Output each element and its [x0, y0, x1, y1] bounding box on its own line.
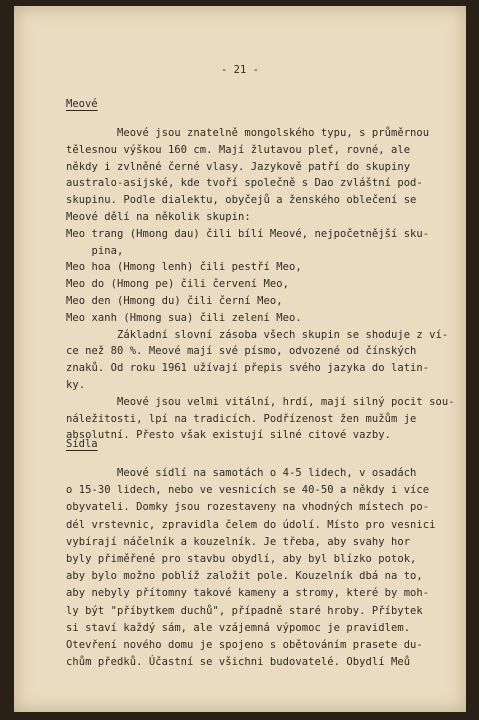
text-line: Meo trang (Hmong dau) čili bílí Meové, nejpočetnější sku- — [66, 227, 430, 240]
text-line: někdy i zvlněné černé vlasy. Jazykově patří do skupiny — [66, 160, 411, 173]
text-line: o 15-30 lidech, nebo ve vesnicích se 40-50 a někdy i více — [66, 484, 430, 497]
text-line: Meo xanh (Hmong sua) čili zelení Meo. — [66, 311, 302, 324]
text-line: tělesnou výškou 160 cm. Mají žlutavou pleť, rovné, ale — [66, 143, 411, 156]
text-line: vybírají náčelník a kouzelník. Je třeba, aby svahy hor — [66, 535, 411, 548]
text-line: byly přiměřené pro stavbu obydlí, aby byl blízko potok, — [66, 553, 417, 565]
text-line: absolutní. Přesto však existují silné citové vazby. — [66, 429, 391, 442]
section-heading-sidla: Sídla — [66, 438, 98, 450]
text-line: Meo den (Hmong du) čili černí Meo, — [66, 295, 283, 307]
text-line: Meové jsou znatelně mongolského typu, s průměrnou — [66, 127, 430, 139]
text-line: náležitosti, lpí na tradicích. Podřízenost žen mužům je — [66, 412, 417, 425]
text-line: Základní slovní zásoba všech skupin se shoduje z ví- — [66, 328, 449, 341]
text-line: chům předků. Účastní se všichni budovatelé. Obydlí Meů — [66, 656, 411, 669]
text-line: Meo do (Hmong pe) čili červení Meo, — [66, 278, 290, 291]
text-line: australo-asijské, kde tvoří společně s Dao zvláštní pod- — [66, 177, 423, 190]
text-line: Meové dělí na několik skupin: — [66, 211, 251, 223]
text-line: ly být "příbytkem duchů", případně staré hroby. Příbytek — [66, 604, 423, 617]
text-line: ce než 80 %. Meové mají své písmo, odvozené od čínských — [66, 345, 417, 358]
text-line: pina, — [66, 244, 124, 257]
page-number: - 21 - — [221, 64, 259, 76]
text-line: Meové jsou velmi vitální, hrdí, mají silný pocit sou- — [66, 395, 455, 408]
text-line: skupinu. Podle dialektu, obyčejů a ženského oblečení se — [66, 194, 417, 207]
document-page — [14, 6, 466, 712]
text-line: obyvateli. Domky jsou rozestaveny na vhodných místech po- — [66, 501, 430, 514]
text-line: dél vrstevnic, zpravidla čelem do údolí. Místo pro vesnici — [66, 518, 436, 531]
section-heading-meove: Meové — [66, 98, 98, 110]
text-line: Meové sídlí na samotách o 4-5 lidech, v osadách — [66, 467, 417, 479]
text-line: Otevření nového domu je spojeno s obětováním prasete du- — [66, 639, 423, 651]
text-line: Meo hoa (Hmong lenh) čili pestří Meo, — [66, 261, 302, 274]
text-line: si staví každý sám, ale vzájemná výpomoc je pravidlem. — [66, 621, 411, 634]
text-line: aby bylo možno poblíž založit pole. Kouzelník dbá na to, — [66, 570, 423, 583]
text-line: aby nebyly přítomny takové kameny a stromy, které by moh- — [66, 587, 430, 600]
text-line: znaků. Od roku 1961 užívají přepis svého jazyka do latin- — [66, 362, 430, 375]
text-line: ky. — [66, 379, 86, 391]
